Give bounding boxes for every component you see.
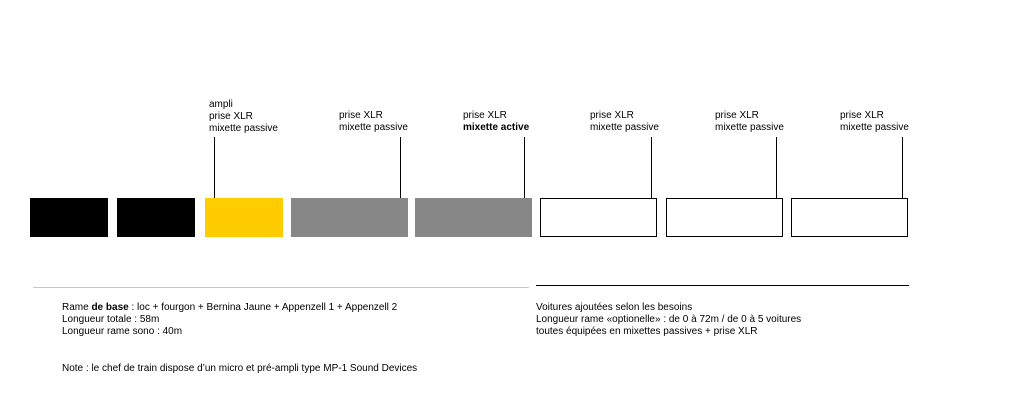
note-text: Note : le chef de train dispose d’un micro et pré-ampli type MP-1 Sound Devices [62, 363, 418, 374]
label-optional-3-line-1: prise XLR [840, 110, 884, 121]
label-appenzell-2-line-1: prise XLR [463, 110, 507, 121]
car-appenzell-2 [415, 198, 532, 237]
label-optional-1 [590, 110, 659, 134]
car-optional-2 [666, 198, 783, 237]
label-bernina-line-1: ampli [209, 99, 233, 110]
base-caption-suffix: : loc + fourgon + Bernina Jaune + Appenzell 1 + Appenzell 2 [128, 302, 398, 313]
leader-line-optional-1 [651, 137, 652, 198]
label-optional-1-line-2: mixette passive [590, 122, 659, 133]
label-appenzell-2-line-2: mixette active [463, 122, 530, 133]
label-appenzell-1-line-1: prise XLR [339, 110, 383, 121]
base-caption-line-3: Longueur rame sono : 40m [62, 326, 183, 337]
label-optional-2 [715, 110, 784, 134]
car-bernina [205, 198, 283, 237]
optional-section-line [536, 285, 909, 286]
car-optional-3 [791, 198, 908, 237]
label-appenzell-1-line-2: mixette passive [339, 122, 408, 133]
label-bernina-line-2: prise XLR [209, 111, 253, 122]
label-bernina-line-3: mixette passive [209, 123, 278, 134]
label-appenzell-1 [339, 110, 408, 134]
base-caption-line-1 [62, 302, 397, 314]
label-optional-3-line-2: mixette passive [840, 122, 909, 133]
car-appenzell-1 [291, 198, 408, 237]
base-caption-bold: de base [91, 302, 129, 313]
label-appenzell-2 [463, 110, 529, 134]
base-section-line [33, 287, 529, 288]
optional-caption [536, 302, 801, 338]
leader-line-appenzell-2 [524, 137, 525, 198]
base-caption-prefix: Rame [62, 302, 92, 313]
optional-caption-line-3: toutes équipées en mixettes passives + prise XLR [536, 326, 758, 337]
car-fourgon [117, 198, 195, 237]
label-optional-2-line-2: mixette passive [715, 122, 784, 133]
optional-caption-line-2: Longueur rame «optionelle» : de 0 à 72m / de 0 à 5 voitures [536, 314, 802, 325]
label-optional-3 [840, 110, 909, 134]
leader-line-appenzell-1 [400, 137, 401, 198]
label-optional-2-line-1: prise XLR [715, 110, 759, 121]
leader-line-optional-3 [902, 137, 903, 198]
base-caption [62, 302, 397, 338]
car-optional-1 [540, 198, 657, 237]
optional-caption-line-1: Voitures ajoutées selon les besoins [536, 302, 693, 313]
car-loc [30, 198, 108, 237]
leader-line-bernina [214, 137, 215, 198]
base-caption-line-2: Longueur totale : 58m [62, 314, 160, 325]
label-optional-1-line-1: prise XLR [590, 110, 634, 121]
leader-line-optional-2 [776, 137, 777, 198]
label-bernina [209, 99, 278, 135]
